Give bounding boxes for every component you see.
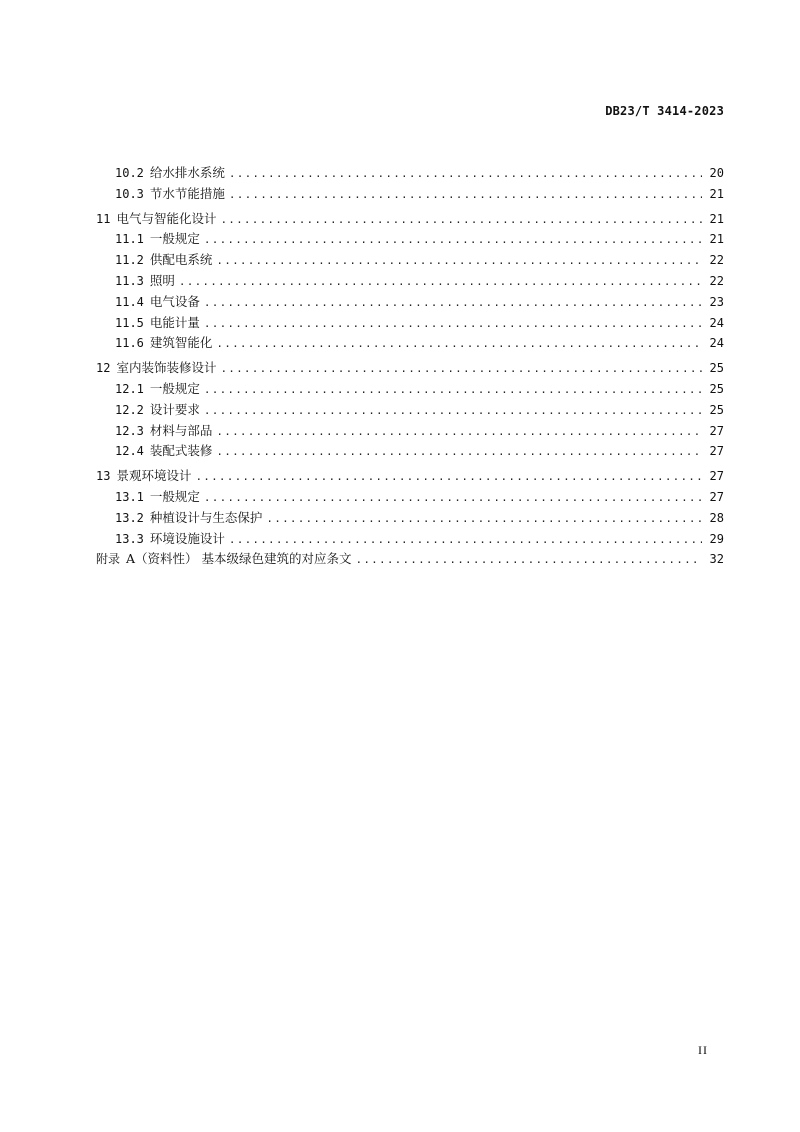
toc-entry[interactable]	[96, 313, 724, 334]
toc-entry-title: 环境设施设计	[149, 530, 225, 546]
toc-dot-leader	[195, 467, 702, 488]
toc-entry-page: 24	[709, 336, 724, 351]
toc-entry-number: 12.4	[115, 444, 144, 459]
toc-entry-title: 室内装饰装修设计	[116, 360, 217, 376]
toc-entry-title: 建筑智能化	[149, 335, 213, 351]
toc-entry[interactable]	[96, 209, 724, 230]
toc-dot-leader	[204, 230, 702, 251]
toc-entry-title: 供配电系统	[149, 252, 213, 268]
toc-entry-number: 12	[96, 361, 111, 376]
toc-entry-page: 25	[709, 402, 724, 417]
toc-entry[interactable]	[96, 549, 724, 570]
toc-dot-leader	[220, 210, 702, 231]
toc-entry[interactable]	[96, 163, 724, 184]
toc-dot-leader	[229, 530, 702, 551]
toc-entry-page: 28	[709, 510, 724, 525]
toc-entry-title: 节水节能措施	[149, 185, 225, 201]
toc-dot-leader	[229, 164, 702, 185]
toc-entry-title: 电能计量	[149, 314, 200, 330]
toc-entry[interactable]	[96, 229, 724, 250]
toc-entry-title: 一般规定	[149, 380, 200, 396]
toc-entry-number: 10.3	[115, 186, 144, 201]
toc-entry-title: 照明	[149, 272, 175, 288]
toc-entry[interactable]	[96, 400, 724, 421]
toc-entry[interactable]	[96, 292, 724, 313]
toc-dot-leader	[204, 401, 702, 422]
toc-entry[interactable]	[96, 466, 724, 487]
toc-entry-title: 电气与智能化设计	[116, 210, 217, 226]
toc-entry[interactable]	[96, 529, 724, 550]
toc-entry[interactable]	[96, 358, 724, 379]
toc-dot-leader	[266, 509, 702, 530]
toc-entry-title: 装配式装修	[149, 443, 213, 459]
toc-entry-number: 11.5	[115, 315, 144, 330]
toc-entry-page: 25	[709, 381, 724, 396]
toc-dot-leader	[179, 272, 702, 293]
toc-entry-number: 11.6	[115, 336, 144, 351]
toc-entry-number: 12.3	[115, 423, 144, 438]
toc-dot-leader	[229, 185, 702, 206]
page-number: II	[698, 1043, 708, 1057]
document-code: DB23/T 3414-2023	[605, 104, 724, 118]
toc-entry-number: 10.2	[115, 166, 144, 180]
toc-entry-number: 12.2	[115, 402, 144, 417]
toc-entry[interactable]	[96, 421, 724, 442]
toc-entry-number: 11.4	[115, 294, 144, 309]
toc-entry-page: 21	[709, 232, 724, 247]
toc-entry-page: 20	[709, 166, 724, 180]
toc-dot-leader	[356, 550, 702, 571]
toc-dot-leader	[204, 293, 702, 314]
toc-entry-number: 13.1	[115, 489, 144, 504]
toc-entry-page: 21	[709, 211, 724, 226]
toc-dot-leader	[216, 334, 702, 355]
toc-entry-title: 给水排水系统	[149, 165, 225, 180]
toc-entry-page: 27	[709, 469, 724, 484]
toc-dot-leader	[204, 380, 702, 401]
toc-dot-leader	[216, 422, 702, 443]
toc-entry-number: 11	[96, 211, 111, 226]
toc-entry[interactable]	[96, 333, 724, 354]
toc-entry[interactable]	[96, 184, 724, 205]
toc-entry[interactable]	[96, 250, 724, 271]
toc-entry-page: 29	[709, 531, 724, 546]
toc-entry-number: 附录	[96, 552, 121, 567]
table-of-contents	[96, 163, 724, 570]
toc-entry-number: 12.1	[115, 381, 144, 396]
toc-entry-page: 24	[709, 315, 724, 330]
toc-dot-leader	[204, 488, 702, 509]
toc-entry-page: 22	[709, 273, 724, 288]
toc-entry-page: 23	[709, 294, 724, 309]
toc-entry-title: 一般规定	[149, 488, 200, 504]
toc-entry[interactable]	[96, 487, 724, 508]
toc-entry-number: 11.1	[115, 232, 144, 247]
toc-entry-number: 11.3	[115, 273, 144, 288]
toc-entry[interactable]	[96, 271, 724, 292]
toc-entry-title: 种植设计与生态保护	[149, 509, 263, 525]
toc-entry-page: 21	[709, 186, 724, 201]
toc-entry-title: 材料与部品	[149, 422, 213, 438]
toc-entry-page: 25	[709, 361, 724, 376]
toc-entry[interactable]	[96, 508, 724, 529]
toc-entry-title: 电气设备	[149, 293, 200, 309]
toc-entry-title: A（资料性） 基本级绿色建筑的对应条文	[126, 551, 352, 567]
toc-entry-number: 11.2	[115, 253, 144, 268]
toc-dot-leader	[216, 442, 702, 463]
toc-entry-page: 22	[709, 253, 724, 268]
toc-entry-page: 27	[709, 444, 724, 459]
toc-entry-page: 32	[709, 552, 724, 567]
toc-dot-leader	[216, 251, 702, 272]
toc-entry[interactable]	[96, 379, 724, 400]
toc-entry-page: 27	[709, 489, 724, 504]
toc-dot-leader	[204, 314, 702, 335]
toc-entry-number: 13.2	[115, 510, 144, 525]
toc-dot-leader	[220, 359, 702, 380]
toc-entry-number: 13	[96, 469, 111, 484]
toc-entry[interactable]	[96, 441, 724, 462]
toc-entry-number: 13.3	[115, 531, 144, 546]
toc-entry-title: 设计要求	[149, 401, 200, 417]
toc-entry-title: 一般规定	[149, 231, 200, 247]
toc-entry-title: 景观环境设计	[116, 468, 192, 484]
toc-entry-page: 27	[709, 423, 724, 438]
